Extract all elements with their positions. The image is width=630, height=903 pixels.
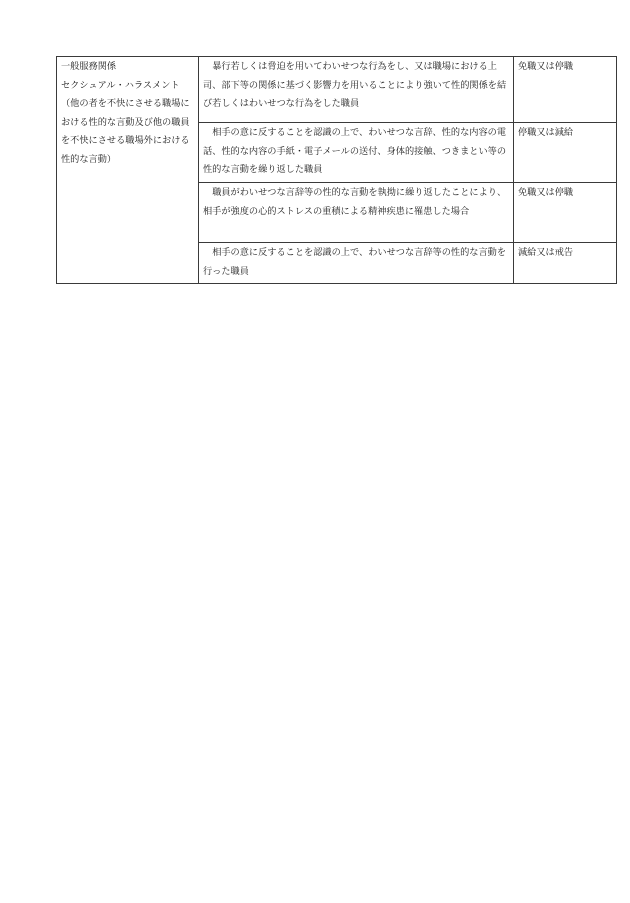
disciplinary-standards-table bbox=[56, 56, 617, 284]
act-cell: 職員がわいせつな言辞等の性的な言動を執拗に繰り返したことにより、相手が強度の心的ストレスの重積による精神疾患に罹患した場合 bbox=[199, 183, 514, 243]
category-heading: 一般服務関係 bbox=[61, 61, 117, 72]
penalty-cell: 減給又は戒告 bbox=[514, 243, 617, 284]
act-cell: 暴行若しくは脅迫を用いてわいせつな行為をし、又は職場における上司、部下等の関係に基づく影響力を用いることにより強いて性的関係を結び若しくはわいせつな行為をした職員 bbox=[199, 57, 514, 123]
category-title: セクシュアル・ハラスメント bbox=[61, 79, 180, 91]
category-description: （他の者を不快にさせる職場における性的な言動及び他の職員を不快にさせる職場外における性的な言動） bbox=[61, 98, 190, 165]
category-cell bbox=[57, 57, 199, 284]
act-cell: 相手の意に反することを認識の上で、わいせつな言辞等の性的な言動を行った職員 bbox=[199, 243, 514, 284]
table-row bbox=[57, 57, 617, 123]
penalty-cell: 免職又は停職 bbox=[514, 183, 617, 243]
act-cell: 相手の意に反することを認識の上で、わいせつな言辞、性的な内容の電話、性的な内容の手紙・電子メールの送付、身体的接触、つきまとい等の性的な言動を繰り返した職員 bbox=[199, 123, 514, 183]
penalty-cell: 停職又は減給 bbox=[514, 123, 617, 183]
penalty-cell: 免職又は停職 bbox=[514, 57, 617, 123]
